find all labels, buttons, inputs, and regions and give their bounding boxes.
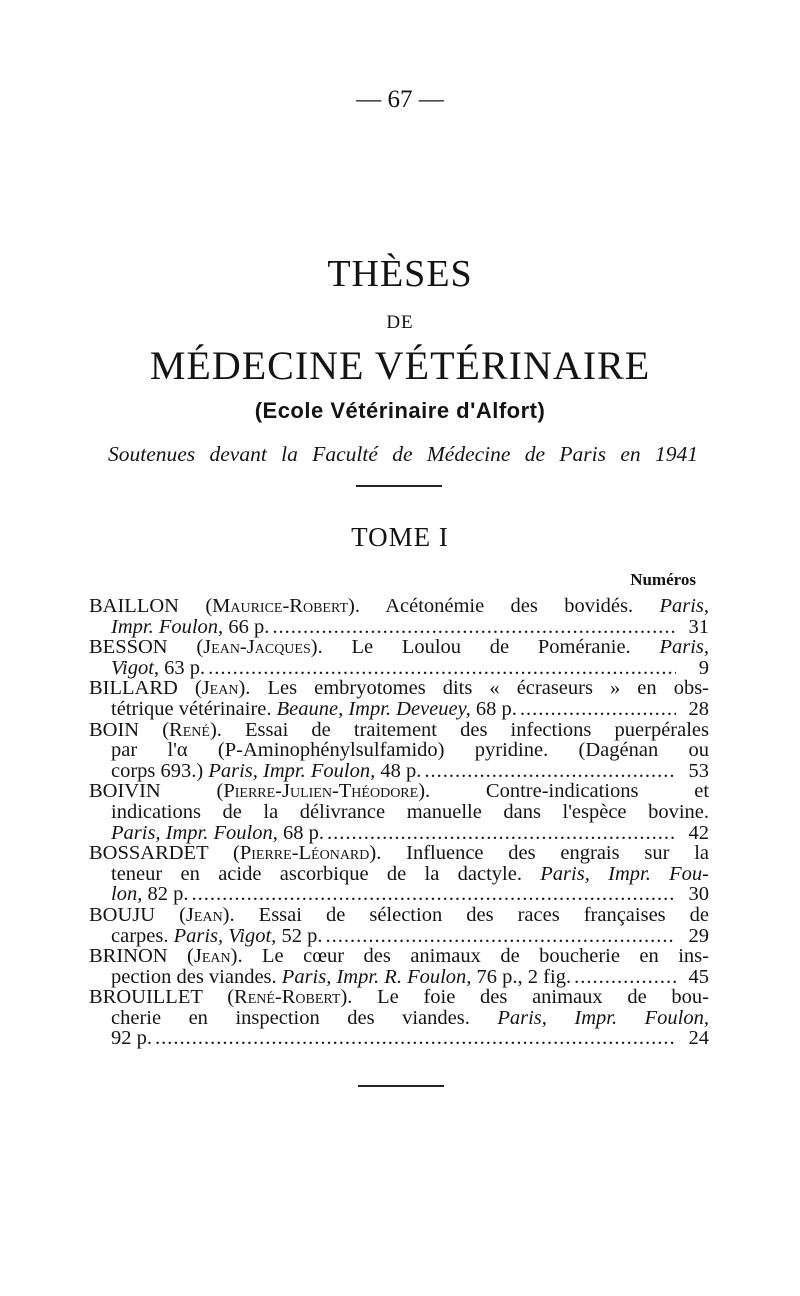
leader-dots [325, 926, 676, 947]
thesis-title: Essai de traitement des infections puerpérales [245, 718, 709, 741]
thesis-title: Acétonémie des bovidés. [385, 595, 634, 617]
thesis-entry [89, 596, 709, 637]
publisher: Paris, Vigot, [173, 924, 277, 947]
thesis-number: 29 [688, 924, 709, 947]
author-given-name: (Jean). [187, 945, 243, 968]
thesis-title: Influence des engrais sur la [406, 842, 709, 865]
publisher: Beaune, Impr. Deveuey, [276, 697, 471, 720]
thesis-title: Le cœur des animaux de boucherie en ins- [262, 945, 709, 968]
author-given-name: (Jean). [194, 677, 251, 700]
thesis-title: pection des viandes. [111, 965, 277, 988]
thesis-number: 28 [688, 697, 709, 720]
thesis-number: 9 [698, 656, 709, 679]
page-count: 68 p. [475, 697, 517, 720]
leader-dots [327, 823, 676, 844]
thesis-list [89, 596, 709, 1049]
page-count: 63 p. [164, 656, 206, 679]
author-name: BOUJU [89, 903, 156, 926]
thesis-title: cherie en inspection des viandes. [111, 1006, 470, 1029]
subject-title: MÉDECINE VÉTÉRINAIRE [149, 343, 651, 388]
page-count: 66 p. [228, 615, 270, 638]
divider-bottom [358, 1085, 444, 1087]
author-given-name: (René-Robert). [227, 986, 353, 1009]
volume-title: TOME I [351, 522, 449, 552]
publisher: lon, [111, 883, 143, 906]
main-title: THÈSES [327, 253, 473, 295]
page-count: 48 p. [380, 759, 422, 782]
author-given-name: (Maurice-Robert). [205, 595, 360, 617]
thesis-entry [89, 720, 709, 782]
leader-dots [424, 761, 676, 782]
thesis-title: Le Loulou de Poméranie. [351, 636, 631, 659]
thesis-number: 45 [688, 965, 709, 988]
thesis-title: par l'α (P-Aminophénylsulfamido) pyridine. (Dagénan ou [111, 739, 709, 762]
thesis-number: 53 [688, 759, 709, 782]
thesis-title: Contre-indications et [485, 780, 710, 803]
thesis-entry [89, 678, 709, 719]
page-number: — 67 — [356, 86, 444, 113]
author-given-name: (Jean-Jacques). [196, 636, 323, 659]
page-count: 92 p. [111, 1027, 152, 1050]
thesis-title: corps 693.) [111, 759, 204, 782]
thesis-number: 24 [688, 1027, 709, 1050]
author-name: BAILLON [89, 595, 179, 617]
thesis-title: Les embryotomes dits « écraseurs » en obs- [267, 677, 709, 700]
author-name: BESSON [89, 636, 168, 659]
thesis-number: 31 [688, 615, 709, 638]
author-name: BOIVIN [89, 780, 161, 803]
thesis-entry [89, 987, 709, 1049]
author-name: BOSSARDET [89, 842, 209, 865]
publisher: Paris, Impr. Fou- [540, 862, 709, 885]
thesis-number: 30 [688, 883, 709, 906]
leader-dots [520, 699, 676, 720]
thesis-title: tétrique vétérinaire. [111, 697, 272, 720]
page-count: 76 p., 2 fig. [476, 965, 572, 988]
leader-dots [155, 1028, 676, 1049]
thesis-entry [89, 843, 709, 905]
author-given-name: (Jean). [179, 903, 235, 926]
author-name: BOIN [89, 718, 140, 741]
publisher: Paris, Impr. Foulon, [111, 821, 278, 844]
title-connector: DE [386, 312, 414, 333]
publisher: Paris, [659, 636, 709, 659]
author-name: BILLARD [89, 677, 178, 700]
publisher: Paris, [659, 595, 710, 617]
leader-dots [191, 884, 676, 905]
publisher: Paris, Impr. Foulon, [497, 1006, 709, 1029]
divider-top [356, 485, 442, 487]
page-count: 82 p. [147, 883, 189, 906]
thesis-title: indications de la délivrance manuelle dans l'espèce bovine. [111, 800, 709, 823]
thesis-title: teneur en acide ascorbique de la dactyle. [111, 862, 522, 885]
author-given-name: (Pierre-Julien-Théodore). [216, 780, 431, 803]
leader-dots [574, 967, 676, 988]
thesis-title: carpes. [111, 924, 169, 947]
publisher: Vigot, [111, 656, 160, 679]
thesis-title: Essai de sélection des races françaises de [258, 903, 710, 926]
publisher: Paris, Impr. Foulon, [208, 759, 376, 782]
leader-dots [272, 617, 676, 638]
page-count: 52 p. [281, 924, 323, 947]
thesis-entry [89, 781, 709, 843]
defense-statement: Soutenues devant la Faculté de Médecine de Paris en 1941 [108, 442, 698, 466]
thesis-title: Le foie des animaux de bou- [377, 986, 709, 1009]
school-name: (Ecole Vétérinaire d'Alfort) [254, 398, 546, 423]
thesis-entry [89, 905, 709, 946]
page-count: 68 p. [282, 821, 324, 844]
numbers-column-header: Numéros [630, 570, 696, 589]
author-name: BRINON [89, 945, 168, 968]
author-given-name: (René). [162, 718, 222, 741]
author-given-name: (Pierre-Léonard). [233, 842, 382, 865]
publisher: Paris, Impr. R. Foulon, [281, 965, 472, 988]
thesis-entry [89, 637, 709, 678]
thesis-entry [89, 946, 709, 987]
author-name: BROUILLET [89, 986, 203, 1009]
leader-dots [208, 658, 676, 679]
thesis-number: 42 [688, 821, 709, 844]
publisher: Impr. Foulon, [111, 615, 224, 638]
